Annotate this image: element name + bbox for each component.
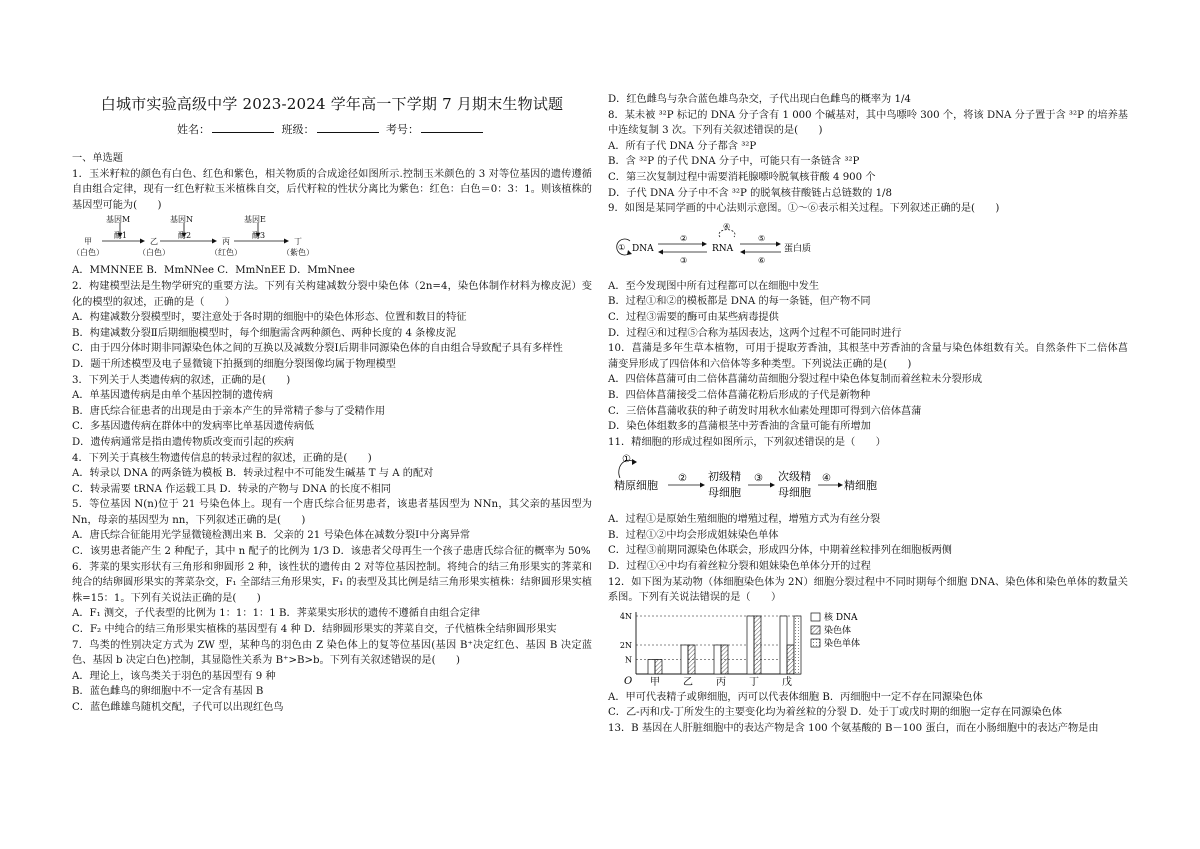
y-tick-label: N: [625, 655, 632, 665]
legend-swatch-2: [811, 639, 820, 647]
gene-e-label: 基因E: [244, 215, 266, 225]
q7-option-d: D．红色雌鸟与杂合蓝色雄鸟杂交，子代出现白色雌鸟的概率为 1/4: [608, 94, 911, 105]
color-white-1: （白色）: [72, 248, 104, 258]
q9-label-n4: ④: [723, 221, 731, 231]
q10-option-a: A．四倍体菖蒲可由二倍体菖蒲幼苗细胞分裂过程中染色体复制而着丝粒未分裂形成: [608, 374, 983, 386]
enzyme2-label: 酶2: [178, 231, 192, 241]
bar-1-1: [688, 645, 695, 674]
q12-chart-svg: [608, 608, 868, 686]
substance-ding: 丁: [294, 237, 302, 247]
substance-bing: 丙: [222, 237, 230, 247]
q7-option-b: B．蓝色雌鸟的卵细胞中不一定含有基因 B: [72, 686, 264, 698]
gene-n-label: 基因N: [170, 215, 193, 225]
q11-label-c1: 精原细胞: [614, 479, 658, 493]
q7-option-c: C．蓝色雌雄鸟随机交配，子代可以出现红色鸟: [72, 702, 284, 713]
q2-option-d: D．题干所述模型及电子显微镜下拍摄到的细胞分裂图像均属于物理模型: [72, 358, 396, 370]
enzyme3-label: 酶3: [252, 231, 266, 241]
q11-label-n3: ③: [754, 473, 763, 485]
bar-1-2: [721, 645, 728, 674]
q3-text: 3．下列关于人类遗传病的叙述，正确的是( ): [72, 374, 291, 386]
q9-label-n5: ⑤: [758, 233, 766, 243]
q4-options-ab: A．转录以 DNA 的两条链为模板 B．转录过程中不可能发生碱基 T 与 A 的配对: [72, 468, 434, 480]
q8-text: 8．某未被 ³²P 标记的 DNA 分子含有 1 000 个碱基对，其中鸟嘌呤 300 个，将该 DNA 分子置于含 ³²P 的培养基中连续复制 3 次。下列有关叙述错误的是( ): [608, 109, 1128, 137]
q12-text: 12．如下图为某动物（体细胞染色体为 2N）细胞分裂过程中不同时期每个细胞 DNA、染色体和染色单体的数量关系图。下列有关说法错误的是（ ）: [608, 576, 1128, 604]
bar-0-3: [747, 616, 754, 674]
q11-label-c4: 精细胞: [844, 479, 877, 493]
q9-central-dogma-diagram: [608, 221, 1128, 273]
q9-option-c: C．过程③需要的酶可由某些病毒提供: [608, 311, 779, 323]
q12-bar-chart: [608, 608, 1128, 686]
color-white-2: （白色）: [138, 248, 170, 258]
q9-label-dna: DNA: [632, 243, 654, 254]
y-tick-label: 2N: [619, 640, 632, 650]
substance-yi: 乙: [150, 237, 158, 247]
q12-options-cd: C．乙-丙和戊-丁所发生的主要变化均为着丝粒的分裂 D．处于丁或戊时期的细胞一定存在同源染色体: [608, 707, 1062, 719]
q10-option-b: B．四倍体菖蒲接受二倍体菖蒲花粉后形成的子代是新物种: [608, 389, 871, 401]
q10-option-d: D．染色体组数多的菖蒲根茎中芳香油的含量可能有所增加: [608, 421, 871, 433]
q1-options: A．MMNNEE B．MmNNee C．MmNnEE D．MmNnee: [72, 265, 355, 277]
q6-options-ab: A．F₁ 测交，子代表型的比例为 1：1：1：1 B．荠菜果实形状的遗传不遵循自由组合定律: [72, 608, 481, 620]
q11-label-n4: ④: [822, 473, 831, 485]
q7-text: 7．鸟类的性别决定方式为 ZW 型，某种鸟的羽色由 Z 染色体上的复等位基因(基因 B⁺决定红色、基因 B 决定蓝色、基因 b 决定白色)控制，其显隐性关系为 B⁺>B>b。下列有关叙述错误的是( ): [72, 639, 592, 667]
q3-option-c: C．多基因遗传病在群体中的发病率比单基因遗传病低: [72, 421, 315, 433]
exam-label: 考号：: [386, 123, 419, 136]
y-tick-label: 4N: [619, 611, 632, 621]
q8-option-a: A．所有子代 DNA 分子都含 ³²P: [608, 140, 757, 152]
q9-option-a: A．至今发现图中所有过程都可以在细胞中发生: [608, 280, 820, 292]
legend-swatch-0: [811, 613, 820, 621]
q13-text: 13．B 基因在人肝脏细胞中的表达产物是含 100 个氨基酸的 B－100 蛋白，而在小肠细胞中的表达产物是由: [608, 723, 1099, 735]
legend-label-0: 核 DNA: [824, 612, 858, 623]
bar-1-0: [655, 659, 662, 674]
q11-label-c2a: 初级精: [708, 470, 741, 484]
legend-swatch-1: [811, 626, 820, 634]
x-tick-label: 乙: [683, 676, 693, 686]
q2-option-b: B．构建减数分裂Ⅱ后期细胞模型时，每个细胞需含两种颜色、两种长度的 4 条橡皮泥: [72, 327, 456, 339]
bar-1-3: [754, 616, 761, 674]
left-column: [72, 0, 592, 716]
right-column: [608, 0, 1128, 737]
legend-label-2: 染色单体: [824, 638, 861, 649]
q11-label-n2: ②: [678, 473, 687, 485]
q11-option-a: A．过程①是原始生殖细胞的增殖过程，增殖方式为有丝分裂: [608, 514, 881, 526]
exam-field[interactable]: [421, 121, 483, 133]
gene-m-label: 基因M: [106, 215, 131, 225]
bar-0-4: [780, 616, 787, 674]
q9-label-n1: ①: [618, 242, 626, 252]
q9-label-n2: ②: [680, 233, 688, 243]
q9-option-d: D．过程④和过程⑤合称为基因表达，这两个过程不可能同时进行: [608, 327, 902, 339]
enzyme1-label: 酶1: [114, 231, 128, 241]
legend-label-1: 染色体: [824, 625, 852, 636]
q6-options-cd: C．F₂ 中纯合的结三角形果实植株的基因型有 4 种 D．结卵圆形果实的荠菜自交，子代植株全结卵圆形果实: [72, 624, 557, 636]
q5-options-cd: C．该男患者能产生 2 种配子，其中 n 配子的比例为 1/3 D．该患者父母再生一个孩子患唐氏综合征的概率为 50%: [72, 546, 591, 558]
q9-diagram-svg: [608, 221, 828, 273]
origin-label: O: [624, 675, 633, 686]
bar-0-1: [681, 645, 688, 674]
q2-option-c: C．由于四分体时期非同源染色体之间的互换以及减数分裂Ⅰ后期非同源染色体的自由组合导致配子具有多样性: [72, 343, 563, 355]
q11-option-c: C．过程③前期同源染色体联会，形成四分体，中期着丝粒排列在细胞板两侧: [608, 545, 952, 557]
q10-option-c: C．三倍体菖蒲收获的种子萌发时用秋水仙素处理即可得到六倍体菖蒲: [608, 405, 922, 417]
q11-label-n1: ①: [622, 454, 631, 466]
q9-text: 9．如图是某同学画的中心法则示意图。①～⑥表示相关过程。下列叙述正确的是( ): [608, 203, 1000, 215]
q11-label-c2b: 母细胞: [708, 486, 741, 500]
q11-diagram-svg: [608, 452, 888, 504]
q11-label-c3b: 母细胞: [778, 486, 811, 500]
q9-label-protein: 蛋白质: [784, 243, 812, 254]
q9-label-rna: RNA: [712, 243, 734, 254]
q8-option-d: D．子代 DNA 分子中不含 ³²P 的脱氧核苷酸链占总链数的 1/8: [608, 187, 892, 199]
x-tick-label: 丙: [716, 676, 726, 686]
q1-pathway-diagram: [72, 215, 592, 261]
q9-label-n3: ③: [680, 255, 688, 265]
q11-spermatogenesis-diagram: [608, 452, 1128, 504]
q12-options-ab: A．甲可代表精子或卵细胞，丙可以代表体细胞 B．丙细胞中一定不存在同源染色体: [608, 691, 983, 703]
q4-options-cd: C．转录需要 tRNA 作运载工具 D．转录的产物与 DNA 的长度不相同: [72, 483, 391, 495]
name-label: 姓名：: [177, 123, 210, 136]
q11-option-d: D．过程①④中均有着丝粒分裂和姐妹染色单体分开的过程: [608, 561, 871, 573]
q9-option-b: B．过程①和②的模板都是 DNA 的每一条链，但产物不同: [608, 296, 871, 308]
q10-text: 10．菖蒲是多年生草本植物，可用于提取芳香油，其根茎中芳香油的含量与染色体组数有关。自然条件下二倍体菖蒲变异形成了四倍体和六倍体等多种类型。下列说法正确的是( ): [608, 343, 1128, 370]
student-info: [72, 121, 592, 139]
substance-jia: 甲: [84, 237, 92, 247]
q7-option-a: A．理论上，该鸟类关于羽色的基因型有 9 种: [72, 670, 276, 682]
q11-text: 11．精细胞的形成过程如图所示，下列叙述错误的是（ ）: [608, 436, 886, 448]
q3-option-b: B．唐氏综合征患者的出现是由于亲本产生的异常精子参与了受精作用: [72, 405, 386, 417]
q2-option-a: A．构建减数分裂模型时，要注意处于各时期的细胞中的染色体形态、位置和数目的特征: [72, 312, 467, 324]
q8-option-c: C．第三次复制过程中需要消耗腺嘌呤脱氧核苷酸 4 900 个: [608, 171, 876, 183]
q11-option-b: B．过程①②中均会形成姐妹染色单体: [608, 529, 779, 541]
name-field[interactable]: [212, 121, 274, 133]
x-tick-label: 丁: [749, 676, 759, 686]
q3-option-d: D．遗传病通常是指由遗传物质改变而引起的疾病: [72, 436, 295, 448]
color-purple: （紫色）: [282, 248, 314, 258]
q2-text: 2．构建模型法是生物学研究的重要方法。下列有关构建减数分裂中染色体（2n=4，染色体制作材料为橡皮泥）变化的模型的叙述，正确的是（ ）: [72, 280, 592, 308]
class-label: 班级：: [281, 123, 315, 136]
q11-label-c3a: 次级精: [778, 470, 811, 484]
q3-option-a: A．单基因遗传病是由单个基因控制的遗传病: [72, 390, 273, 402]
bar-1-4: [787, 645, 794, 674]
q8-option-b: B．含 ³²P 的子代 DNA 分子中，可能只有一条链含 ³²P: [608, 156, 860, 168]
section-heading: 一、单选题: [72, 153, 123, 164]
bar-0-0: [648, 659, 655, 674]
x-tick-label: 甲: [650, 676, 660, 686]
class-field[interactable]: [317, 121, 379, 133]
q4-text: 4．下列关于真核生物遗传信息的转录过程的叙述，正确的是( ): [72, 452, 372, 464]
page-title: 白城市实验高级中学 2023-2024 学年高一下学期 7 月期末生物试题: [100, 95, 564, 113]
q1-text: 1．玉米籽粒的颜色有白色、红色和紫色，相关物质的合成途径如图所示.控制玉米颜色的 3 对等位基因的遗传遵循自由组合定律，现有一红色籽粒玉米植株自交，后代籽粒的性状分离比为紫色：红色：白色＝0：3：1。则该植株的基因型可能为( ): [72, 168, 592, 211]
bar-2-4: [794, 616, 801, 674]
q5-options-ab: A．唐氏综合征能用光学显微镜检测出来 B．父亲的 21 号染色体在减数分裂Ⅰ中分离异常: [72, 530, 471, 542]
q5-text: 5．等位基因 N(n)位于 21 号染色体上。现有一个唐氏综合征男患者，该患者基因型为 NNn，其父亲的基因型为 Nn，母亲的基因型为 nn，下列叙述正确的是( ): [72, 499, 592, 526]
x-tick-label: 戊: [782, 676, 792, 686]
q6-text: 6．荠菜的果实形状有三角形和卵圆形 2 种，该性状的遗传由 2 对等位基因控制。将纯合的结三角形果实的荠菜和纯合的结卵圆形果实的荠菜杂交，F₁ 全部结三角形果实，F₁ 的表型及其比例是结三角形果实植株：结卵圆形果实植株=15：1。下列有关说法正确的是( ): [72, 561, 592, 604]
color-red: （红色）: [210, 248, 242, 258]
bar-0-2: [714, 645, 721, 674]
q9-label-n6: ⑥: [758, 255, 766, 265]
